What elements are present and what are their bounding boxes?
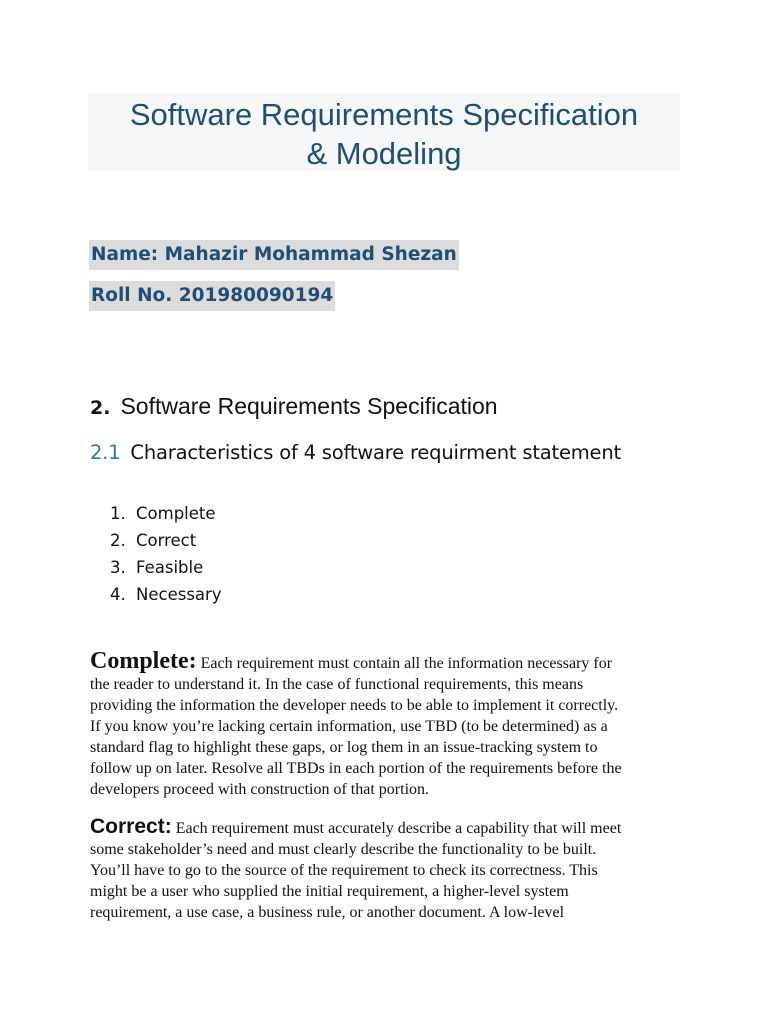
paragraph-line: follow up on later. Resolve all TBDs in each portion of the requirements before the (90, 760, 622, 777)
list-item: 3. Feasible (110, 558, 204, 577)
paragraph-line: Complete: Each requirement must contain all the information necessary for (90, 648, 613, 674)
paragraph-line: the reader to understand it. In the case of functional requirements, this means (90, 676, 584, 693)
paragraph-line: providing the information the developer needs to be able to implement it correctly. (90, 697, 619, 714)
characteristics-list (110, 500, 222, 608)
complete-paragraph (90, 648, 682, 800)
list-item: 2. Correct (110, 531, 197, 550)
subsection-number: 2.1 (90, 441, 121, 464)
student-name: Name: Mahazir Mohammad Shezan (89, 240, 459, 270)
paragraph-line: might be a user who supplied the initial requirement, a higher-level system (90, 883, 569, 900)
roll-number: Roll No. 201980090194 (89, 281, 335, 311)
paragraph-line: If you know you’re lacking certain information, use TBD (to be determined) as a (90, 718, 608, 735)
subsection-heading (90, 441, 621, 464)
section-title: Software Requirements Specification (120, 393, 498, 419)
title-line-2: & Modeling (306, 136, 462, 171)
document-title (88, 93, 680, 171)
section-heading (90, 393, 498, 420)
subsection-title: Characteristics of 4 software requirment statement (130, 441, 621, 464)
title-line-1: Software Requirements Specification (129, 97, 639, 132)
correct-paragraph (90, 816, 682, 923)
paragraph-line: standard flag to highlight these gaps, or log them in an issue-tracking system to (90, 739, 598, 756)
paragraph-line: requirement, a use case, a business rule, or another document. A low-level (90, 904, 565, 921)
section-number: 2. (90, 397, 111, 419)
complete-lead: Complete: (90, 648, 197, 674)
paragraph-line: Correct: Each requirement must accurately describe a capability that will meet (90, 815, 622, 838)
correct-lead: Correct: (90, 815, 172, 838)
list-item: 1. Complete (110, 504, 216, 523)
paragraph-line: developers proceed with construction of that portion. (90, 781, 430, 798)
paragraph-line: some stakeholder’s need and must clearly describe the functionality to be built. (90, 841, 597, 858)
paragraph-line: You’ll have to go to the source of the requirement to check its correctness. This (90, 862, 598, 879)
list-item: 4. Necessary (110, 585, 222, 604)
